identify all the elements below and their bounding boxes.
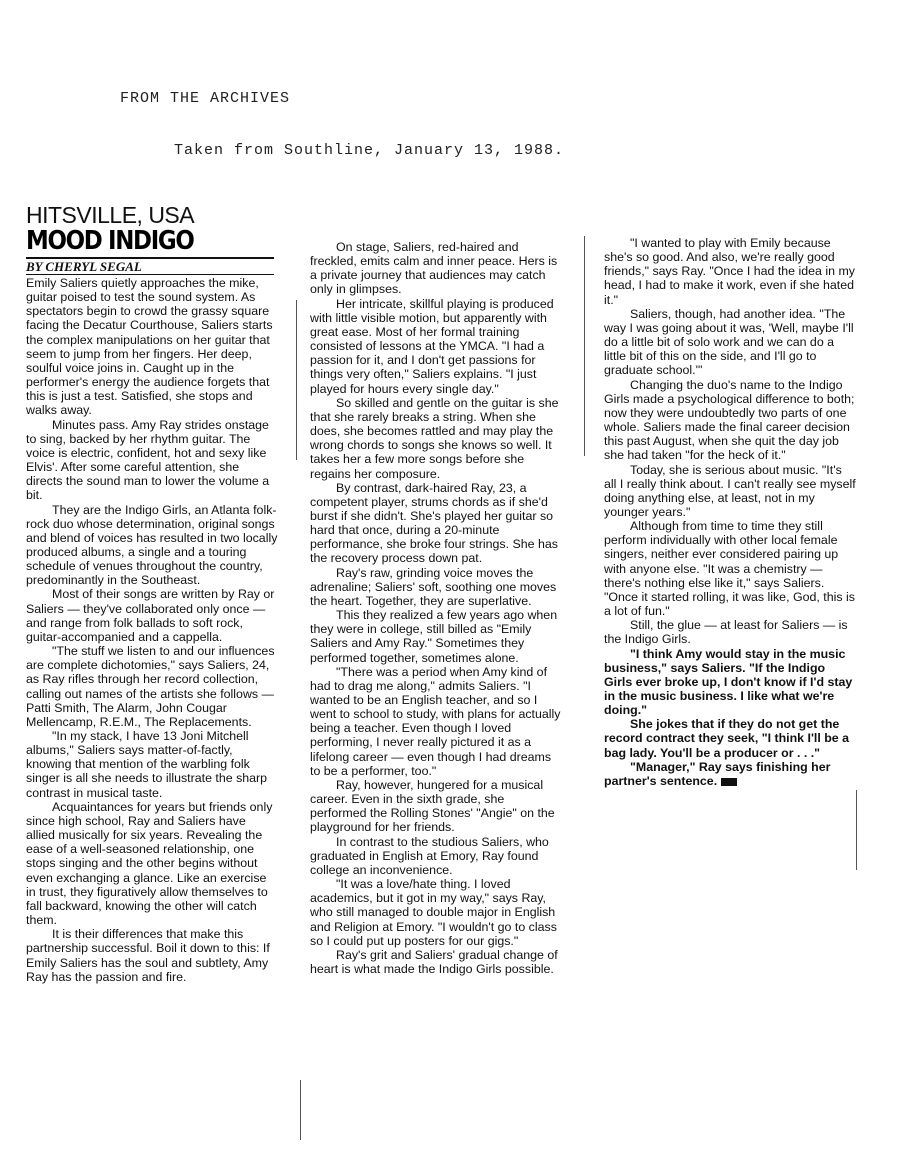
column-rule (300, 1080, 301, 1140)
paragraph: "There was a period when Amy kind of had to drag me along," admits Saliers. "I wanted to be an English teacher, and so I went to school to study, with plans for actually being a teacher. Even though I loved performing, I never really pictured it as a lifelong career — even though I had dreams to be a performer, too." (310, 664, 561, 778)
paragraph: Although from time to time they still perform individually with other local female singers, neither ever considered pairing up with anyone else. "It was a chemistry — there's nothing else like it," says Saliers. "Once it started rolling, it was like, God, this is a lot of fun." (604, 519, 855, 619)
paragraph: So skilled and gentle on the guitar is she that she rarely breaks a string. When she does, she becomes rattled and may play the wrong chords to songs she knows so well. It takes her a few more songs before she regains her composure. (310, 395, 559, 481)
paragraph: She jokes that if they do not get the record contract they seek, "I think I'll be a bag lady. You'll be a producer or . . ." (604, 717, 850, 760)
paragraph: Saliers, though, had another idea. "The way I was going about it was, 'Well, maybe I'll do a little bit of solo work and we can do a little bit of this on the side, and I'll go to graduate school.'" (604, 306, 854, 378)
column-rule (296, 300, 297, 460)
paragraph: "In my stack, I have 13 Joni Mitchell albums," Saliers says matter-of-factly, knowing that mention of the warbling folk singer is all she needs to illustrate the sharp contrast in musical taste. (26, 729, 268, 800)
paragraph: Ray's raw, grinding voice moves the adrenaline; Saliers' soft, soothing one moves the heart. Together, they are superlative. (310, 565, 557, 608)
article-byline: BY CHERYL SEGAL (26, 259, 142, 274)
end-mark (721, 778, 737, 786)
paragraph: Acquaintances for years but friends only since high school, Ray and Saliers have allied musically for six years. Revealing the ease of a well-seasoned relationship, one stops singing and the other begins without even exchanging a glance. Like an exercise in trust, they figuratively allow themselves to fall backward, knowing the other will catch them. (26, 799, 273, 928)
paragraph: Today, she is serious about music. "It's all I really think about. I can't really see myself doing anything else, at least, not in my younger years." (604, 462, 856, 519)
paragraph: "I wanted to play with Emily because she's so good. And also, we're really good friends," says Ray. "Once I had the idea in my head, I had to make it work, even if she hated it." (604, 236, 855, 307)
paragraph: Most of their songs are written by Ray or Saliers — they've collaborated only once — and range from folk ballads to soft rock, guitar-accompanied and a cappella. (26, 587, 275, 644)
article-column-2 (310, 240, 564, 976)
paragraph: By contrast, dark-haired Ray, 23, a competent player, strums chords as if she'd burst if she didn't. She's played her guitar so hard that once, during a 20-minute performance, she broke four strings. She has the recovery process down pat. (310, 480, 558, 566)
source-note: Taken from Southline, January 13, 1988. (174, 142, 565, 159)
article-headline: MOOD INDIGO (26, 226, 194, 256)
paragraph: Ray, however, hungered for a musical career. Even in the sixth grade, she performed the Rolling Stones' "Angie" on the playground for her friends. (310, 777, 555, 835)
paragraph: "It was a love/hate thing. I loved academics, but it got in my way," says Ray, who still managed to double major in English and Religion at Emory. "I wouldn't go to class so I could put up posters for our gigs." (310, 877, 557, 948)
article-column-1 (26, 276, 278, 984)
paragraph: Emily Saliers quietly approaches the mike, guitar poised to test the sound system. As spectators begin to crowd the grassy square facing the Decatur Courthouse, Saliers starts the complex manipulations on her guitar that seem to jump from her fingers. Her deep, soulful voice joins in. Caught up in the performer's energy the audience forgets that this is just a test. Satisfied, she stops and walks away. (26, 276, 273, 418)
paragraph: Her intricate, skillful playing is produced with little visible motion, but apparently with great ease. Most of her formal training consisted of lessons at the YMCA. "I had a passion for it, and I don't get passions for things very often," Saliers explains. "I just played for hours every single day." (310, 296, 554, 396)
paragraph: Changing the duo's name to the Indigo Girls made a psychological difference to both; now they were undoubtedly two parts of one whole. Saliers made the final career decision this past August, when she quit the day job she had taken "for the heck of it." (604, 377, 855, 463)
archive-header: FROM THE ARCHIVES (120, 90, 291, 107)
paragraph: Ray's grit and Saliers' gradual change of heart is what made the Indigo Girls possible. (310, 947, 558, 976)
paragraph: "The stuff we listen to and our influences are complete dichotomies," says Saliers, 24, as Ray rifles through her record collection, calling out names of the artists she follows — Patti Smith, The Alarm, John Cougar Mellencamp, R.E.M., The Replacements. (26, 644, 275, 729)
paragraph: In contrast to the studious Saliers, who graduated in English at Emory, Ray found college an inconvenience. (310, 834, 549, 877)
paragraph: They are the Indigo Girls, an Atlanta folk-rock duo whose determination, original songs and blend of voices has resulted in two locally produced albums, a single and a touring schedule of venues throughout the country, predominantly in the Southeast. (26, 502, 278, 588)
byline-rule (26, 274, 274, 275)
paragraph: Still, the glue — at least for Saliers — is the Indigo Girls. (604, 618, 848, 647)
article-kicker: HITSVILLE, USA (26, 202, 195, 228)
column-rule (584, 236, 585, 456)
final-paragraph (604, 760, 856, 788)
paragraph-text: "Manager," Ray says finishing her partner's sentence. (604, 759, 831, 788)
paragraph: It is their differences that make this partnership successful. Boil it down to this: If Emily Saliers has the soul and subtlety, Amy Ray has the passion and fire. (26, 927, 270, 984)
paragraph: Minutes pass. Amy Ray strides onstage to sing, backed by her rhythm guitar. The voice is electric, confident, hot and sexy like Elvis'. After some careful attention, she directs the sound man to lower the volume a bit. (26, 417, 270, 503)
article-column-3 (604, 236, 856, 788)
paragraph: On stage, Saliers, red-haired and freckled, emits calm and inner peace. Hers is a private journey that audiences may catch only in glimpses. (310, 240, 558, 297)
column-rule (856, 790, 857, 870)
paragraph: "I think Amy would stay in the music business," says Saliers. "If the Indigo Girls ever broke up, I don't know if I'd stay in the music business. I like what we're doing." (604, 646, 853, 718)
paragraph: This they realized a few years ago when they were in college, still billed as "Emily Saliers and Amy Ray." Sometimes they performed together, sometimes alone. (310, 608, 558, 665)
